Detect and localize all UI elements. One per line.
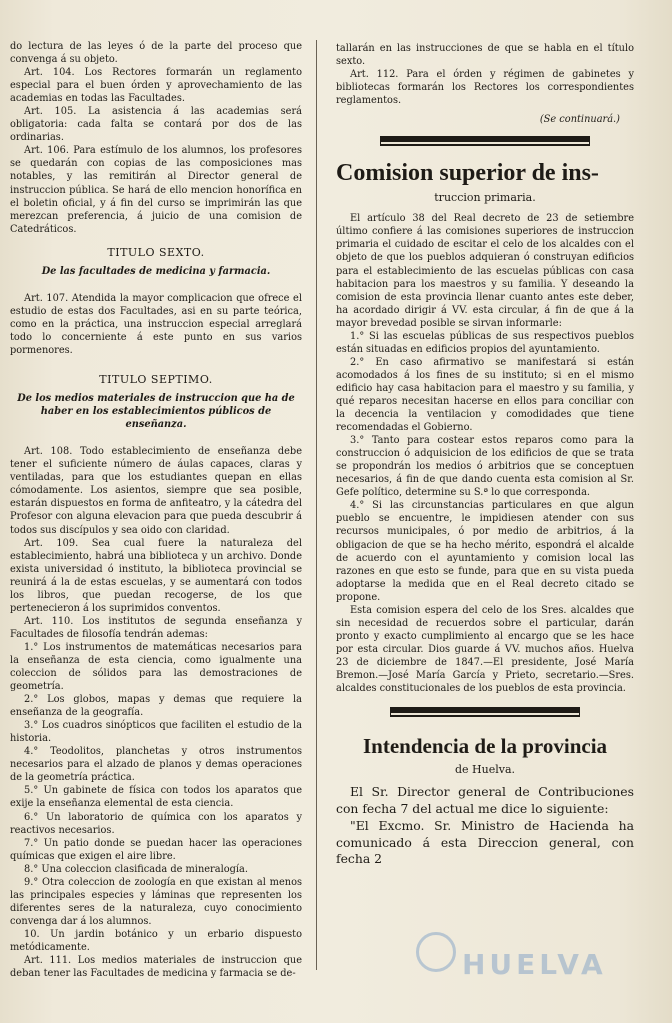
article-111: Art. 111. Los medios materiales de instruccion que deban tener las Facultades de medicina y farmacia se de- <box>10 955 302 980</box>
comision-point: 1.° Si las escuelas públicas de sus respectivos pueblos están situadas en edificios propios del ayuntamiento. <box>336 330 634 355</box>
list-item: 7.° Un patio donde se puedan hacer las operaciones químicas que exigen el aire libre. <box>10 837 302 862</box>
list-item: 3.° Los cuadros sinópticos que faciliten el estudio de la historia. <box>10 720 302 745</box>
comision-title: Comision superior de ins- <box>336 160 599 187</box>
section-subheading: De los medios materiales de instruccion que ha de haber en los establecimientos públicos de enseñanza. <box>17 393 295 431</box>
comision-paragraph: El artículo 38 del Real decreto de 23 de setiembre último confiere á las comisiones superiores de instruccion primaria el cuidado de escitar el celo de los alcaldes con el objeto de que los pueblos adquieran ó construyan edificios para el establecimiento de las escuelas públicas con casa habitacion para los maestros y su familia. Y deseando la comision de esta provincia llenar cuanto antes este deber, ha acordado dirigir á VV. esta circular, á fin de que á la mayor brevedad posible se sirvan informarle: <box>336 213 634 329</box>
column-divider <box>316 40 317 970</box>
list-item: 9.° Otra coleccion de zoología en que existan al menos las principales especies y láminas que representen los diferentes seres de la naturaleza, cuyo conocimiento convenga dar á los alumnos. <box>10 876 302 927</box>
intendencia-subtitle: de Huelva. <box>454 763 516 777</box>
list-item: 6.° Un laboratorio de química con los aparatos y reactivos necesarios. <box>10 811 302 836</box>
section-subheading: De las facultades de medicina y farmacia. <box>41 265 271 277</box>
article-105: Art. 105. La asistencia á las academias será obligatoria: cada falta se contará por dos de las ordinarias. <box>10 106 302 144</box>
comision-point: 3.° Tanto para costear estos reparos como para la construccion ó adquisicion de los edificios de que se trata se propondrán los medios ó arbitrios que se conceptuen necesarios, á fin de que dando cuenta esta comision al Sr. Gefe político, determine su S.ª lo que corresponda. <box>336 435 634 499</box>
article-106: Art. 106. Para estímulo de los alumnos, los profesores se quedarán con copias de las composiciones mas notables, y las remitirán al Director general de instruccion pública. Se hará de ello mencion honorífica en el boletin oficial, y á fin del curso se imprimirán las que merezcan preferencia, á juicio de una comision de Catedráticos. <box>10 145 302 235</box>
section-heading: TITULO SEPTIMO. <box>99 373 213 387</box>
article-110: Art. 110. Los institutos de segunda enseñanza y Facultades de filosofía tendrán ademas: <box>10 615 302 640</box>
intendencia-paragraph: El Sr. Director general de Contribuciones con fecha 7 del actual me dice lo siguiente: <box>336 784 634 816</box>
list-item: 5.° Un gabinete de física con todos los aparatos que exije la enseñanza elemental de esta ciencia. <box>10 785 302 810</box>
left-column <box>10 40 302 980</box>
right-column <box>336 42 634 868</box>
section-heading: TITULO SEXTO. <box>107 245 205 259</box>
article-112: Art. 112. Para el órden y régimen de gabinetes y bibliotecas formarán los Rectores los correspondientes reglamentos. <box>336 69 634 107</box>
watermark-text: HUELVA <box>462 948 607 981</box>
paragraph: tallarán en las instrucciones de que se habla en el título sexto. <box>336 43 634 68</box>
intendencia-title: Intendencia de la provincia <box>362 734 608 759</box>
watermark-seal-icon <box>416 932 456 972</box>
list-item: 1.° Los instrumentos de matemáticas necesarios para la enseñanza de esta ciencia, como igualmente una coleccion de sólidos para las demostraciones de geometría. <box>10 641 302 693</box>
intendencia-paragraph: "El Excmo. Sr. Ministro de Hacienda ha comunicado á esta Direccion general, con fecha 2 <box>336 817 634 867</box>
library-watermark <box>390 930 640 1023</box>
comision-point: 4.° Si las circunstancias particulares en que algun pueblo se encuentre, le impidiesen atender con sus recursos municipales, ó por medio de arbitrios, á la obligacion de que se ha hecho mérito, espondrá el alcalde de acuerdo con el ayuntamiento y comision local las razones en que esto se funde, para que en su vista pueda adoptarse la medida que en el Real decreto citado se propone. <box>336 500 634 603</box>
list-item: 4.° Teodolitos, planchetas y otros instrumentos necesarios para el alzado de planos y demas operaciones de la geometría práctica. <box>10 746 302 784</box>
list-item: 2.° Los globos, mapas y demas que requiere la enseñanza de la geografía. <box>10 694 302 719</box>
article-104: Art. 104. Los Rectores formarán un reglamento especial para el buen órden y aprovechamiento de las academias en todas las Facultades. <box>10 67 302 105</box>
article-108: Art. 108. Todo establecimiento de enseñanza debe tener el suficiente número de áulas capaces, claras y ventiladas, para que los estudiantes quepan en ellas cómodamente. Los asientos, siempre que sea posible, estarán dispuestos en forma de anfiteatro, y la cátedra del Profesor con alguna elevacion para que pueda descubrir á todos sus discípulos y sea oido con claridad. <box>10 446 302 536</box>
comision-point: 2.° En caso afirmativo se manifestará si están acomodados á los fines de su instituto; si en el mismo edificio hay casa habitacion para el maestro y su familia, y qué reparos necesitan hacerse en ellos para conciliar con la decencia la ventilacion y comodidades que tiene recomendadas el Gobierno. <box>336 356 634 434</box>
paragraph: do lectura de las leyes ó de la parte del proceso que convenga á su objeto. <box>10 41 302 66</box>
article-109: Art. 109. Sea cual fuere la naturaleza del establecimiento, habrá una biblioteca y un archivo. Donde exista universidad ó instituto, la biblioteca provincial se reunirá á la de estas escuelas, y se aumentará con todos los libros, que puedan recogerse, de los que pertenecieron á los suprimidos conventos. <box>10 537 302 614</box>
article-107: Art. 107. Atendida la mayor complicacion que ofrece el estudio de estas dos Facultades, asi en su parte teórica, como en la práctica, una instruccion especial arreglará todo lo concerniente á este punto en sus varios pormenores. <box>10 292 302 356</box>
list-item: 8.° Una coleccion clasificada de mineralogía. <box>24 863 248 875</box>
comision-subtitle: truccion primaria. <box>434 191 536 205</box>
continued-note: (Se continuará.) <box>539 114 620 126</box>
list-item: 10. Un jardin botánico y un erbario dispuesto metódicamente. <box>10 928 302 953</box>
comision-closing: Esta comision espera del celo de los Sres. alcaldes que sin necesidad de recuerdos sobre el particular, darán pronto y exacto cumplimiento al encargo que se les hace por esta circular. Dios guarde á VV. muchos años. Huelva 23 de diciembre de 1847.—El presidente, José María Bremon.—José María García y Prieto, secretario.—Sres. alcaldes constitucionales de los pueblos de esta provincia. <box>336 604 634 695</box>
